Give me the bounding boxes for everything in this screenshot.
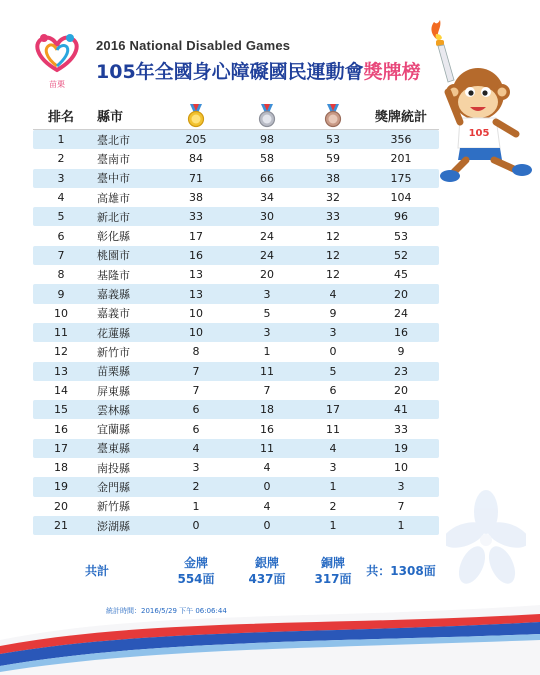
bronze-count-cell: 5 [329, 364, 337, 378]
title-main: 105年全國身心障礙國民運動會 [96, 61, 364, 83]
bronze-count-cell: 4 [329, 441, 337, 455]
total-count-cell: 19 [394, 441, 408, 455]
totals-label: 共計 [84, 564, 109, 578]
table-row [33, 458, 439, 477]
rank-cell: 3 [57, 171, 65, 185]
gold-count-cell: 13 [189, 268, 203, 282]
table-row [33, 130, 439, 149]
bronze-count-cell: 11 [326, 422, 340, 436]
mascot-shirt-number: 105 [468, 128, 490, 139]
bronze-count-cell: 3 [329, 326, 337, 340]
table-row [33, 226, 439, 245]
silver-count-cell: 5 [263, 306, 271, 320]
silver-count-cell: 1 [263, 345, 271, 359]
total-count-cell: 3 [397, 480, 405, 494]
silver-count-cell: 4 [263, 461, 271, 475]
rank-cell: 21 [54, 519, 68, 533]
gold-count-cell: 1 [192, 499, 200, 513]
city-cell: 金門縣 [97, 480, 130, 494]
silver-count-cell: 11 [260, 364, 274, 378]
bronze-count-cell: 1 [329, 519, 337, 533]
bronze-count-cell: 3 [329, 461, 337, 475]
bronze-count-cell: 1 [329, 480, 337, 494]
table-row [33, 323, 439, 342]
rank-cell: 19 [54, 480, 68, 494]
city-cell: 新竹縣 [97, 500, 130, 514]
col-gold-header [161, 104, 231, 128]
city-cell: 新竹市 [97, 345, 130, 359]
total-count-cell: 1 [397, 519, 405, 533]
bronze-count-cell: 2 [329, 499, 337, 513]
total-count-cell: 41 [394, 403, 408, 417]
rank-cell: 8 [57, 268, 65, 282]
total-count-cell: 23 [394, 364, 408, 378]
city-cell: 桃園市 [97, 249, 130, 263]
gold-medal-icon [186, 104, 206, 128]
table-row [33, 207, 439, 226]
silver-count-cell: 4 [263, 499, 271, 513]
games-logo [26, 30, 88, 94]
table-body [33, 130, 439, 535]
silver-count-cell: 3 [263, 326, 271, 340]
subtitle-english: 2016 National Disabled Games [96, 38, 291, 53]
table-row [33, 400, 439, 419]
rank-cell: 16 [54, 422, 68, 436]
rank-cell: 17 [54, 441, 68, 455]
gold-count-cell: 71 [189, 171, 203, 185]
total-count-cell: 53 [394, 229, 408, 243]
city-cell: 基隆市 [97, 268, 130, 282]
bronze-count-cell: 12 [326, 268, 340, 282]
total-count-cell: 96 [394, 210, 408, 224]
silver-count-cell: 30 [260, 210, 274, 224]
rank-cell: 13 [54, 364, 68, 378]
flower-decoration-icon [446, 490, 526, 590]
city-cell: 雲林縣 [97, 403, 130, 417]
total-count-cell: 20 [394, 287, 408, 301]
rank-cell: 18 [54, 461, 68, 475]
gold-count-cell: 84 [189, 152, 203, 166]
col-city-header: 縣市 [97, 110, 124, 125]
city-cell: 彰化縣 [97, 230, 130, 244]
gold-count-cell: 0 [192, 519, 200, 533]
city-cell: 南投縣 [97, 461, 130, 475]
total-count-cell: 10 [394, 461, 408, 475]
bronze-count-cell: 9 [329, 306, 337, 320]
update-timestamp: 統計時間：2016/5/29 下午 06:06:44 [106, 607, 227, 615]
silver-count-cell: 66 [260, 171, 274, 185]
rank-cell: 10 [54, 306, 68, 320]
total-count-cell: 7 [397, 499, 405, 513]
silver-count-cell: 24 [260, 229, 274, 243]
rank-cell: 20 [54, 499, 68, 513]
rank-cell: 2 [57, 152, 65, 166]
totals-bronze [303, 555, 363, 587]
medal-table [33, 102, 439, 535]
rank-cell: 4 [57, 191, 65, 205]
total-count-cell: 175 [390, 171, 412, 185]
city-cell: 臺南市 [97, 152, 130, 166]
gold-count-cell: 3 [192, 461, 200, 475]
gold-count-cell: 6 [192, 403, 200, 417]
gold-count-cell: 10 [189, 326, 203, 340]
gold-count-cell: 8 [192, 345, 200, 359]
silver-count-cell: 98 [260, 133, 274, 147]
gold-count-cell: 17 [189, 229, 203, 243]
bronze-count-cell: 0 [329, 345, 337, 359]
gold-count-cell: 7 [192, 384, 200, 397]
totals-bronze-label: 銅牌 [320, 556, 345, 570]
rank-cell: 5 [57, 210, 65, 224]
silver-medal-icon [257, 104, 277, 128]
rank-cell: 14 [54, 384, 68, 397]
silver-count-cell: 18 [260, 403, 274, 417]
total-count-cell: 9 [397, 345, 405, 359]
rank-cell: 11 [54, 326, 68, 340]
page-title [96, 57, 421, 84]
table-header [33, 102, 439, 130]
bronze-count-cell: 12 [326, 248, 340, 262]
gold-count-cell: 7 [192, 364, 200, 378]
totals-gold-value: 554面 [177, 572, 215, 586]
gold-count-cell: 205 [185, 133, 207, 147]
silver-count-cell: 24 [260, 248, 274, 262]
city-cell: 臺中市 [97, 172, 130, 186]
totals-row [33, 551, 439, 591]
total-count-cell: 52 [394, 248, 408, 262]
gold-count-cell: 16 [189, 248, 203, 262]
rank-cell: 15 [54, 403, 68, 417]
rank-cell: 7 [57, 248, 65, 262]
table-row [33, 265, 439, 284]
city-cell: 嘉義縣 [97, 288, 130, 302]
bronze-count-cell: 12 [326, 229, 340, 243]
silver-count-cell: 0 [263, 480, 271, 494]
bronze-count-cell: 38 [326, 171, 340, 185]
total-count-cell: 16 [394, 326, 408, 340]
monkey-mascot-icon [424, 12, 534, 187]
gold-count-cell: 4 [192, 441, 200, 455]
bronze-count-cell: 32 [326, 191, 340, 205]
col-silver-header [231, 104, 303, 128]
logo-text: 苗栗 [49, 80, 65, 89]
silver-count-cell: 7 [263, 384, 271, 397]
city-cell: 臺北市 [97, 133, 130, 147]
table-row [33, 477, 439, 496]
total-count-cell: 20 [394, 384, 408, 397]
table-row [33, 419, 439, 438]
silver-count-cell: 11 [260, 441, 274, 455]
table-row [33, 342, 439, 361]
city-cell: 屏東縣 [97, 384, 130, 398]
table-row [33, 439, 439, 458]
silver-count-cell: 0 [263, 519, 271, 533]
silver-count-cell: 34 [260, 191, 274, 205]
total-count-cell: 33 [394, 422, 408, 436]
total-count-cell: 356 [390, 133, 412, 147]
gold-count-cell: 38 [189, 191, 203, 205]
bronze-count-cell: 17 [326, 403, 340, 417]
col-rank-header: 排名 [47, 110, 74, 125]
silver-count-cell: 16 [260, 422, 274, 436]
table-row [33, 362, 439, 381]
rank-cell: 6 [57, 229, 65, 243]
city-cell: 新北市 [97, 210, 130, 224]
bronze-count-cell: 33 [326, 210, 340, 224]
title-highlight: 獎牌榜 [363, 61, 421, 83]
bronze-medal-icon [323, 104, 343, 128]
table-row [33, 169, 439, 188]
bronze-count-cell: 6 [329, 384, 337, 397]
silver-count-cell: 3 [263, 287, 271, 301]
total-count-cell: 201 [390, 152, 412, 166]
city-cell: 嘉義市 [97, 307, 130, 321]
totals-silver [231, 555, 303, 587]
total-count-cell: 45 [394, 268, 408, 282]
table-row [33, 516, 439, 535]
bronze-count-cell: 4 [329, 287, 337, 301]
bronze-count-cell: 53 [326, 133, 340, 147]
gold-count-cell: 10 [189, 306, 203, 320]
col-bronze-header [303, 104, 363, 128]
city-cell: 花蓮縣 [97, 326, 130, 340]
table-row [33, 246, 439, 265]
totals-all: 共：1308面 [366, 564, 436, 578]
totals-silver-value: 437面 [248, 572, 286, 586]
gold-count-cell: 33 [189, 210, 203, 224]
city-cell: 臺東縣 [97, 442, 130, 456]
gold-count-cell: 2 [192, 480, 200, 494]
city-cell: 高雄市 [97, 191, 130, 205]
city-cell: 宜蘭縣 [97, 423, 130, 437]
table-row [33, 149, 439, 168]
totals-bronze-value: 317面 [314, 572, 352, 586]
gold-count-cell: 6 [192, 422, 200, 436]
table-row [33, 304, 439, 323]
col-total-header: 獎牌統計 [374, 110, 427, 125]
table-row [33, 188, 439, 207]
rank-cell: 12 [54, 345, 68, 359]
bronze-count-cell: 59 [326, 152, 340, 166]
totals-gold-label: 金牌 [183, 556, 208, 570]
footer-wave-decoration [0, 600, 540, 675]
totals-gold [161, 555, 231, 587]
silver-count-cell: 20 [260, 268, 274, 282]
city-cell: 苗栗縣 [97, 365, 130, 379]
city-cell: 澎湖縣 [97, 519, 130, 533]
rank-cell: 1 [57, 133, 65, 147]
silver-count-cell: 58 [260, 152, 274, 166]
gold-count-cell: 13 [189, 287, 203, 301]
table-row [33, 497, 439, 516]
total-count-cell: 104 [390, 191, 412, 205]
total-count-cell: 24 [394, 306, 408, 320]
table-row [33, 381, 439, 400]
totals-silver-label: 銀牌 [254, 556, 279, 570]
rank-cell: 9 [57, 287, 65, 301]
table-row [33, 284, 439, 303]
